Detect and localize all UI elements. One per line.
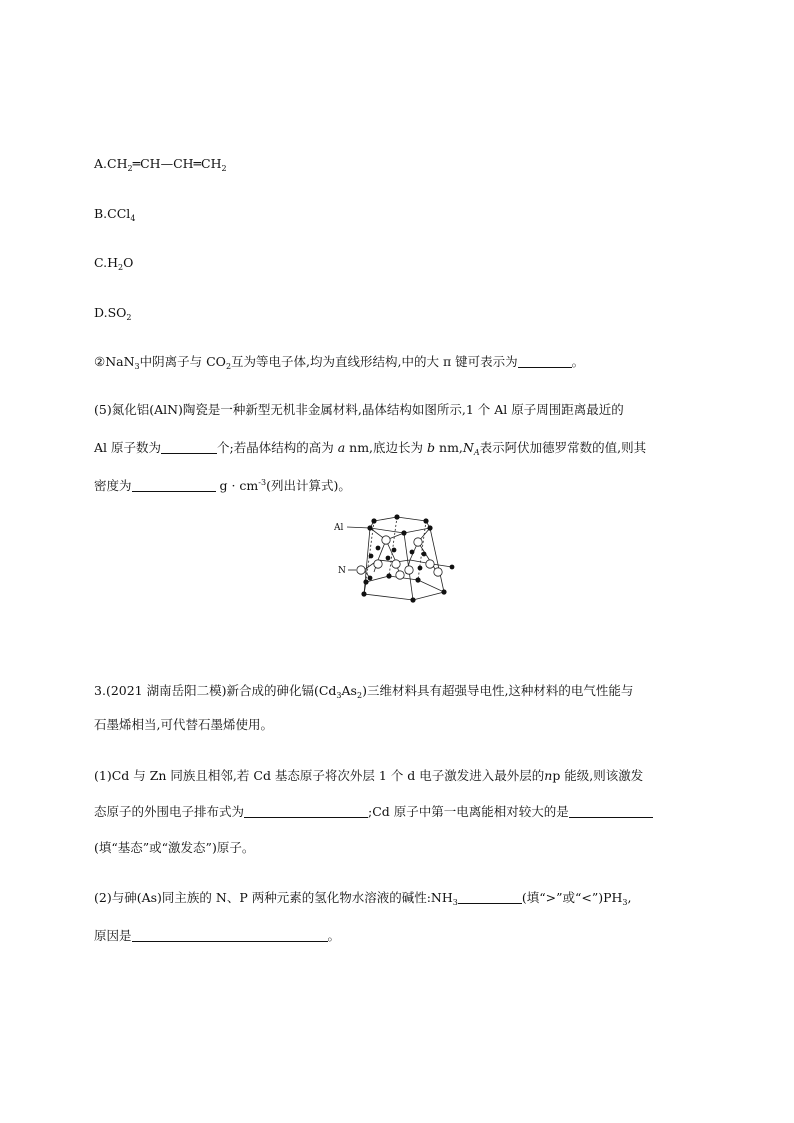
answer-blank[interactable] xyxy=(458,891,522,904)
n-label: N xyxy=(338,566,346,576)
answer-blank[interactable] xyxy=(161,441,217,454)
question-3-2-line1: (2)与砷(As)同主族的 N、P 两种元素的氢化物水溶液的碱性$:NH_3$ (填“>”或“$<”)PH_3$, xyxy=(94,890,632,907)
answer-blank[interactable] xyxy=(132,479,216,492)
question-3-2-line2: 原因是 。 xyxy=(94,928,341,943)
option-a: $A.CH_2═CH—CH═CH_2$ xyxy=(94,156,227,173)
question-3-line2: 石墨烯相当,可代替石墨烯使用。 xyxy=(94,717,273,732)
option-b: B.CCl$_4$ xyxy=(94,206,136,223)
answer-blank[interactable] xyxy=(569,805,653,818)
question-5-line3: 密度为 $g \cdot cm^{-3}$(列出计算式)。 xyxy=(94,478,351,493)
question-5-line1: (5)氮化铝(AlN)陶瓷是一种新型无机非金属材料,晶体结构如图所示,1 个 Al 原子周围距离最近的 xyxy=(94,402,624,417)
question-3-1-line3: (填“基态”或“激发态”)原子。 xyxy=(94,840,255,855)
option-d: $D.SO_2$ xyxy=(94,305,132,322)
al-label: Al xyxy=(334,523,344,533)
answer-blank[interactable] xyxy=(244,805,368,818)
question-2-part2: ②NaN$_3$中阴离子与 $CO_2$互为等电子体,均为直线形结构,中的大 π 键可表示为 。 xyxy=(94,354,585,371)
answer-blank[interactable] xyxy=(132,929,328,942)
aln-crystal-structure-figure xyxy=(334,512,464,606)
answer-blank[interactable] xyxy=(518,355,572,368)
option-c: $C.H_2O$ xyxy=(94,255,134,272)
question-5-line2: Al 原子数为 个;若晶体结构的高为 a nm,底边长为 b $nm,N_A$表示阿伏加德罗常数的值,则其 xyxy=(94,440,647,457)
question-3-1-line1: (1)Cd 与 Zn 同族且相邻,若 Cd 基态原子将次外层 1 个 d 电子激发进入最外层的np 能级,则该激发 xyxy=(94,768,644,783)
question-3-1-line2: 态原子的外围电子排布式为 ;Cd 原子中第一电离能相对较大的是 xyxy=(94,804,653,820)
question-3-line1: 3.(2021 湖南岳阳二模)新合成的砷化镉$(Cd_3As_2)$三维材料具有超强导电性,这种材料的电气性能与 xyxy=(94,683,634,700)
